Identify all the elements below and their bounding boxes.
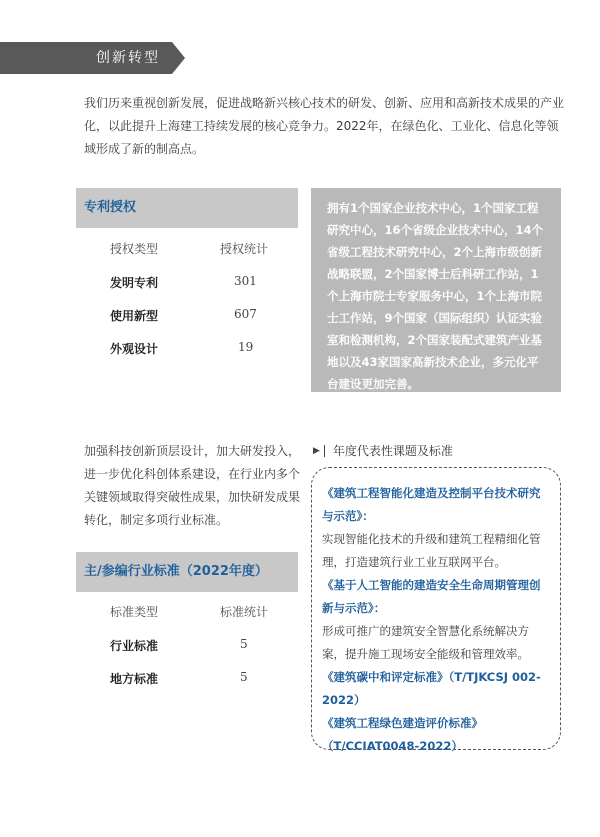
standard-col-count: 标准统计 [220, 605, 269, 619]
standard-row-value: 5 [240, 670, 248, 684]
patent-row-value: 301 [234, 274, 257, 288]
platform-info-box [311, 188, 561, 392]
year-projects-label: 年度代表性课题及标准 [332, 444, 453, 458]
project-desc: 形成可推广的建筑安全智慧化系统解决方案，提升施工现场安全能级和管理效率。 [322, 624, 529, 661]
project-title: 《基于人工智能的建造安全生命周期管理创新与示范》： [322, 578, 541, 615]
standard-table-title: 主/参编行业标准（2022年度） [76, 552, 298, 592]
standard-title: 《建筑工程绿色建造评价标准》（T/CCIAT0048-2022） [322, 716, 483, 753]
patent-table-title: 专利授权 [76, 188, 298, 228]
triangle-marker-icon: ▶ [313, 445, 320, 456]
rnd-paragraph: 加强科技创新顶层设计，加大研发投入，进一步优化科创体系建设，在行业内多个关键领域取得突破性成果，加快研发成果转化，制定多项行业标准。 [84, 444, 301, 527]
patent-row-label: 使用新型 [110, 309, 159, 323]
standard-row-value: 5 [240, 637, 248, 651]
patent-row-value: 19 [238, 340, 254, 354]
standard-row-label: 行业标准 [110, 639, 159, 653]
divider-bar [324, 445, 325, 457]
project-title: 《建筑工程智能化建造及控制平台技术研究与示范》： [322, 486, 541, 523]
platform-info-text: 拥有1个国家企业技术中心，1个国家工程研究中心，16个省级企业技术中心，14个省级工程技术研究中心，2个上海市级创新战略联盟，2个国家博士后科研工作站，1个上海市院士专家服务中心，1个上海市院士工作站，9个国家（国际组织）认证实验室和检测机构，2个国家装配式建筑产业基地以及43家国家高新技术企业，多元化平台建设更加完善。 [327, 201, 544, 391]
section-title: 创新转型 [96, 50, 160, 66]
patent-row-value: 607 [234, 307, 257, 321]
project-desc: 实现智能化技术的升级和建筑工程精细化管理，打造建筑行业工业互联网平台。 [322, 532, 541, 569]
patent-col-count: 授权统计 [220, 242, 269, 256]
standard-col-type: 标准类型 [110, 605, 159, 619]
year-projects-heading [313, 442, 453, 459]
patent-col-type: 授权类型 [110, 242, 159, 256]
intro-paragraph: 我们历来重视创新发展，促进战略新兴核心技术的研发、创新、应用和高新技术成果的产业化，以此提升上海建工持续发展的核心竞争力。2022年，在绿色化、工业化、信息化等领域形成了新的制高点。 [84, 96, 565, 156]
patent-row-label: 外观设计 [110, 342, 159, 356]
standard-title: 《建筑碳中和评定标准》（T/TJKCSJ 002-2022） [322, 670, 541, 707]
patent-row-label: 发明专利 [110, 276, 159, 290]
standard-row-label: 地方标准 [110, 672, 159, 686]
